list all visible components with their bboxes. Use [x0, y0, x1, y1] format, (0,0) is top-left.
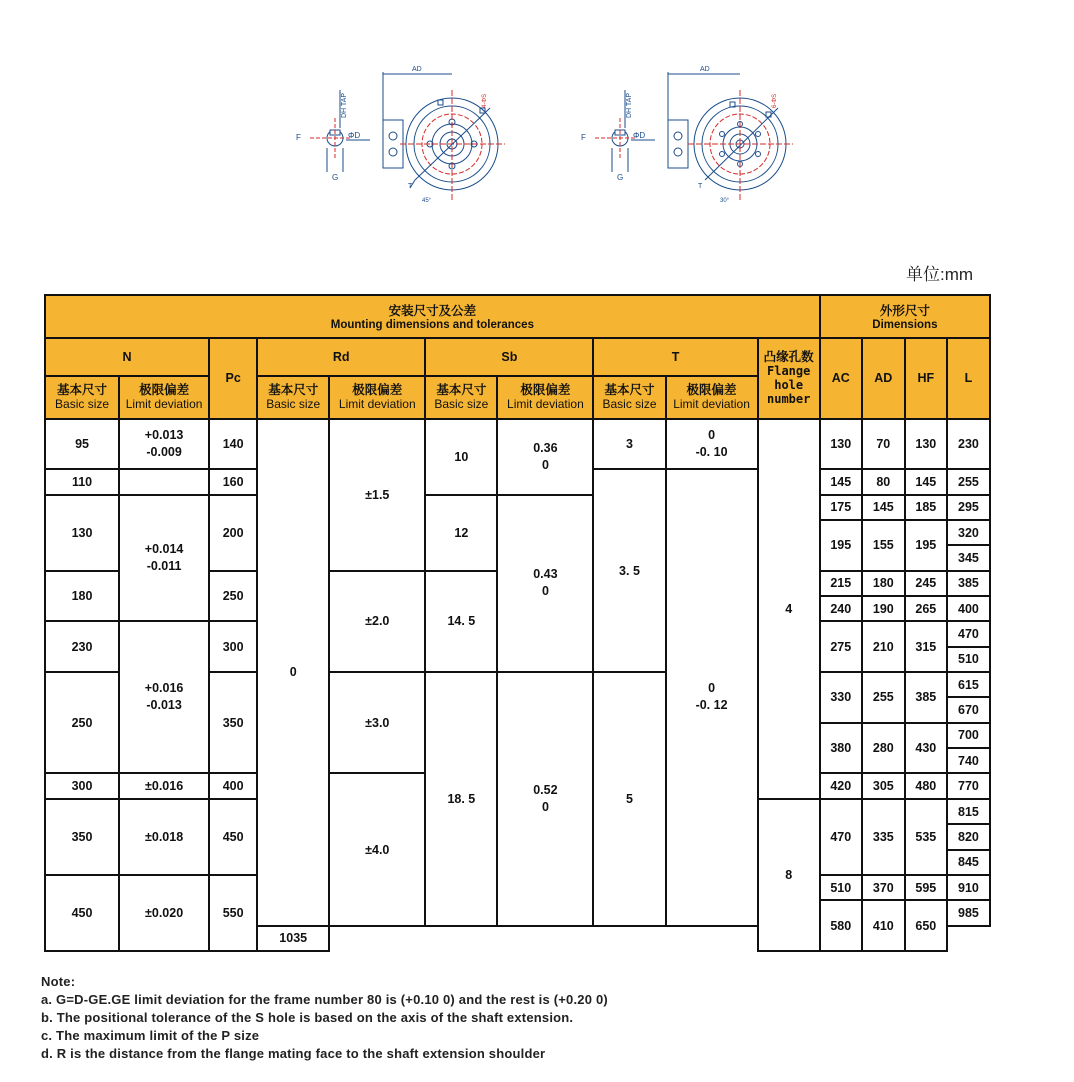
- d-label-2: ΦD: [633, 131, 646, 140]
- t-dev-cell: 0 -0. 10: [666, 419, 758, 470]
- l-cell: 320: [947, 520, 990, 545]
- l-header: L: [947, 338, 990, 419]
- unit-label: 单位:mm: [906, 265, 974, 284]
- n-dev-cell: +0.016 -0.013: [119, 621, 209, 773]
- hf-cell: 185: [905, 495, 947, 520]
- pc-cell: 300: [209, 621, 257, 672]
- sb-dev-cell: 0.36 0: [497, 419, 593, 495]
- hf-cell: 130: [905, 419, 947, 470]
- l-cell: 1035: [257, 926, 329, 951]
- n-dev-cell: [119, 469, 209, 494]
- sb-dev-cell: 0.43 0: [497, 495, 593, 672]
- rd-dev-cell: ±2.0: [329, 571, 425, 672]
- sb-dev-cell: 0.52 0: [497, 672, 593, 925]
- n-dev-cell: +0.014 -0.011: [119, 495, 209, 622]
- rd-dev-cell: ±3.0: [329, 672, 425, 773]
- l-cell: 770: [947, 773, 990, 798]
- n-dev-cell: +0.013 -0.009: [119, 419, 209, 470]
- mounting-header: 安装尺寸及公差 Mounting dimensions and tolerances: [45, 295, 820, 338]
- ad-cell: 335: [862, 799, 905, 875]
- ac-cell: 275: [820, 621, 862, 672]
- drawing-4-hole: [296, 66, 505, 204]
- ac-cell: 510: [820, 875, 862, 900]
- f-label-2: F: [581, 133, 586, 142]
- t-label-2: T: [698, 183, 703, 190]
- l-cell: 700: [947, 723, 990, 748]
- ad-cell: 370: [862, 875, 905, 900]
- g-label: G: [332, 173, 339, 182]
- l-cell: 230: [947, 419, 990, 470]
- ac-cell: 145: [820, 469, 862, 494]
- l-cell: 820: [947, 824, 990, 849]
- sb-basic-header: 基本尺寸 Basic size: [425, 376, 497, 419]
- pc-header: Pc: [209, 338, 257, 419]
- n-limit-header: 极限偏差 Limit deviation: [119, 376, 209, 419]
- t-header: T: [593, 338, 757, 377]
- hf-cell: 245: [905, 571, 947, 596]
- n-dev-cell: ±0.018: [119, 799, 209, 875]
- note-c: c. The maximum limit of the P size: [41, 1028, 260, 1043]
- rd-basic-header: 基本尺寸 Basic size: [257, 376, 329, 419]
- l-cell: 470: [947, 621, 990, 646]
- dimensions-header: 外形尺寸 Dimensions: [820, 295, 990, 338]
- l-cell: 845: [947, 850, 990, 875]
- hf-cell: 535: [905, 799, 947, 875]
- n-cell: 300: [45, 773, 119, 798]
- flange-cell: 4: [758, 419, 820, 799]
- rd-dev-cell: ±4.0: [329, 773, 425, 925]
- n-cell: 250: [45, 672, 119, 773]
- ad-cell: 70: [862, 419, 905, 470]
- rd-dev-cell: ±1.5: [329, 419, 425, 571]
- n-basic-header: 基本尺寸 Basic size: [45, 376, 119, 419]
- ac-cell: 420: [820, 773, 862, 798]
- ac-cell: 330: [820, 672, 862, 723]
- hf-cell: 595: [905, 875, 947, 900]
- n-dev-cell: ±0.020: [119, 875, 209, 951]
- n-cell: 230: [45, 621, 119, 672]
- g-label-2: G: [617, 173, 624, 182]
- flange-header: 凸缘孔数 Flange hole number: [758, 338, 820, 419]
- note-b: b. The positional tolerance of the S hole is based on the axis of the shaft extension.: [41, 1010, 574, 1025]
- ac-cell: 215: [820, 571, 862, 596]
- pc-cell: 250: [209, 571, 257, 622]
- holes-label: 4-ΦS: [482, 93, 488, 108]
- sb-header: Sb: [425, 338, 593, 377]
- n-cell: 180: [45, 571, 119, 622]
- pc-cell: 550: [209, 875, 257, 951]
- l-cell: 910: [947, 875, 990, 900]
- pc-cell: 140: [209, 419, 257, 470]
- angle-label: 45°: [422, 198, 432, 204]
- hf-cell: 480: [905, 773, 947, 798]
- drawing-6-hole: [581, 66, 793, 204]
- hf-cell: 385: [905, 672, 947, 723]
- ac-cell: 470: [820, 799, 862, 875]
- ad-cell: 180: [862, 571, 905, 596]
- rd-limit-header: 极限偏差 Limit deviation: [329, 376, 425, 419]
- t-cell: 3: [593, 419, 665, 470]
- ad-label: AD: [412, 66, 422, 73]
- sb-cell: 12: [425, 495, 497, 571]
- flange-drawings: [290, 60, 810, 210]
- n-header: N: [45, 338, 209, 377]
- ac-cell: 195: [820, 520, 862, 571]
- sb-cell: 18. 5: [425, 672, 497, 925]
- l-cell: 295: [947, 495, 990, 520]
- sb-limit-header: 极限偏差 Limit deviation: [497, 376, 593, 419]
- notes-section: [41, 973, 608, 1063]
- pc-cell: 350: [209, 672, 257, 773]
- pc-cell: 450: [209, 799, 257, 875]
- ad-cell: 210: [862, 621, 905, 672]
- l-cell: 815: [947, 799, 990, 824]
- l-cell: 510: [947, 647, 990, 672]
- pc-cell: 400: [209, 773, 257, 798]
- l-cell: 400: [947, 596, 990, 621]
- tap-label: DH TAP: [341, 92, 348, 118]
- ad-cell: 280: [862, 723, 905, 774]
- ad-cell: 145: [862, 495, 905, 520]
- l-cell: 345: [947, 545, 990, 570]
- tap-label-2: DH TAP: [626, 92, 633, 118]
- t-basic-header: 基本尺寸 Basic size: [593, 376, 665, 419]
- n-cell: 130: [45, 495, 119, 571]
- hf-cell: 265: [905, 596, 947, 621]
- sb-cell: 14. 5: [425, 571, 497, 672]
- hf-cell: 145: [905, 469, 947, 494]
- l-cell: 740: [947, 748, 990, 773]
- n-cell: 95: [45, 419, 119, 470]
- pc-cell: 200: [209, 495, 257, 571]
- ad-cell: 80: [862, 469, 905, 494]
- ad-cell: 305: [862, 773, 905, 798]
- holes-label-2: 6-ΦS: [772, 93, 778, 108]
- n-cell: 350: [45, 799, 119, 875]
- d-label: ΦD: [348, 131, 361, 140]
- t-label: T: [408, 183, 413, 190]
- ad-label-2: AD: [700, 66, 710, 73]
- hf-cell: 430: [905, 723, 947, 774]
- ac-cell: 580: [820, 900, 862, 951]
- n-cell: 110: [45, 469, 119, 494]
- rd-header: Rd: [257, 338, 425, 377]
- ad-cell: 255: [862, 672, 905, 723]
- ad-header: AD: [862, 338, 905, 419]
- l-cell: 670: [947, 697, 990, 722]
- ac-cell: 130: [820, 419, 862, 470]
- hf-cell: 650: [905, 900, 947, 951]
- angle-label-2: 30°: [720, 198, 730, 204]
- l-cell: 985: [947, 900, 990, 925]
- hf-cell: 195: [905, 520, 947, 571]
- ac-header: AC: [820, 338, 862, 419]
- t-cell: 5: [593, 672, 665, 925]
- note-a: a. G=D-GE.GE limit deviation for the frame number 80 is (+0.10 0) and the rest is (+0.20 0): [41, 992, 608, 1007]
- ad-cell: 410: [862, 900, 905, 951]
- t-dev-cell: 0 -0. 12: [666, 469, 758, 925]
- ad-cell: 190: [862, 596, 905, 621]
- n-dev-cell: ±0.016: [119, 773, 209, 798]
- hf-header: HF: [905, 338, 947, 419]
- note-d: d. R is the distance from the flange mating face to the shaft extension shoulder: [41, 1046, 546, 1061]
- ac-cell: 240: [820, 596, 862, 621]
- pc-cell: 160: [209, 469, 257, 494]
- t-limit-header: 极限偏差 Limit deviation: [666, 376, 758, 419]
- notes-title: Note:: [41, 974, 76, 989]
- n-cell: 450: [45, 875, 119, 951]
- f-label: F: [296, 133, 301, 142]
- hf-cell: 315: [905, 621, 947, 672]
- rd-cell: 0: [257, 419, 329, 926]
- dimension-table: [44, 294, 991, 952]
- ac-cell: 380: [820, 723, 862, 774]
- l-cell: 385: [947, 571, 990, 596]
- t-cell: 3. 5: [593, 469, 665, 672]
- sb-cell: 10: [425, 419, 497, 495]
- l-cell: 615: [947, 672, 990, 697]
- flange-cell: 8: [758, 799, 820, 951]
- l-cell: 255: [947, 469, 990, 494]
- ac-cell: 175: [820, 495, 862, 520]
- ad-cell: 155: [862, 520, 905, 571]
